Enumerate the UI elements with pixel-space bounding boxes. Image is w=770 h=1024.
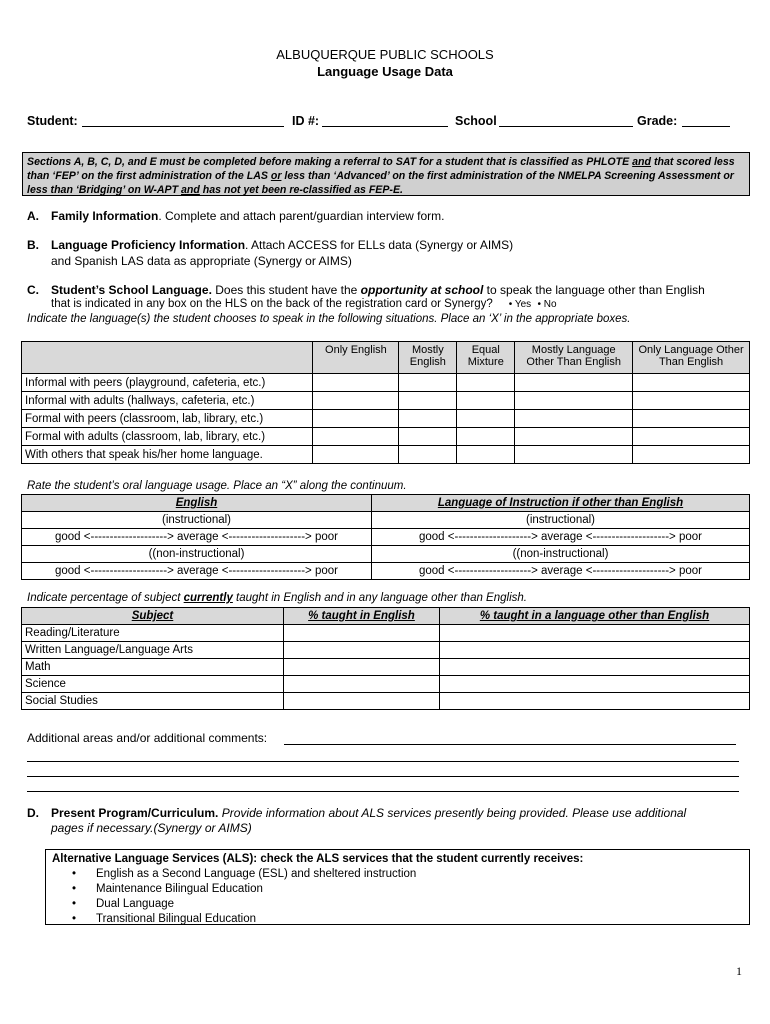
table-row (22, 392, 750, 410)
subject-name: Math (22, 659, 284, 676)
id-field[interactable] (322, 126, 448, 127)
subject-name: Social Studies (22, 693, 284, 710)
table-cell[interactable] (313, 392, 399, 410)
section-d-letter: D. (27, 806, 39, 820)
section-d-text: Provide information about ALS services presently being provided. Please use additional (218, 806, 687, 820)
table-cell[interactable] (399, 446, 457, 464)
no-option[interactable]: • No (537, 299, 557, 310)
notice-text-2: that scored less than ‘FEP’ on the first administration of the LAS (27, 156, 735, 182)
table-row (22, 676, 750, 693)
table-cell[interactable] (284, 659, 440, 676)
comments-line-3[interactable] (27, 776, 739, 777)
table-cell[interactable] (440, 642, 750, 659)
rating-scale[interactable]: good <--------------------> average <--------------------> poor (22, 529, 372, 546)
situation-instruction: Indicate the language(s) the student chooses to speak in the following situations. Place an ‘X’ in the appropriate boxes. (27, 313, 631, 325)
id-label: ID #: (292, 114, 320, 128)
section-a-text: . Complete and attach parent/guardian interview form. (158, 209, 445, 223)
subject-name: Written Language/Language Arts (22, 642, 284, 659)
rating-non-instructional-label: ((non-instructional) (372, 546, 750, 563)
notice-and-1: and (632, 156, 651, 168)
table-cell[interactable] (284, 676, 440, 693)
rating-instruction: Rate the student’s oral language usage. Place an “X” along the continuum. (27, 480, 407, 492)
table-cell[interactable] (633, 374, 750, 392)
situation-header-blank (22, 342, 313, 374)
table-cell[interactable] (284, 625, 440, 642)
table-cell[interactable] (633, 446, 750, 464)
table-cell[interactable] (457, 410, 515, 428)
situation-label: Informal with adults (hallways, cafeteria, etc.) (22, 392, 313, 410)
subject-name: Reading/Literature (22, 625, 284, 642)
table-cell[interactable] (633, 410, 750, 428)
situation-label: Informal with peers (playground, cafeteria, etc.) (22, 374, 313, 392)
student-field[interactable] (82, 126, 284, 127)
school-label: School (455, 114, 497, 128)
section-b (51, 238, 513, 252)
als-title: Alternative Language Services (ALS): check the ALS services that the student currently receives: (52, 853, 584, 865)
section-b-letter: B. (27, 238, 39, 252)
grade-field[interactable] (682, 126, 730, 127)
comments-line-1[interactable] (284, 744, 736, 745)
other-pct-header: % taught in a language other than English (440, 608, 750, 625)
rating-table (21, 494, 750, 580)
rating-header-english: English (22, 495, 372, 512)
rating-scale[interactable]: good <--------------------> average <--------------------> poor (22, 563, 372, 580)
section-a-letter: A. (27, 209, 39, 223)
header-mostly-english: Mostly English (399, 342, 457, 374)
section-c-letter: C. (27, 283, 39, 297)
notice-text-4: has not yet been re-classified as FEP-E. (199, 184, 403, 196)
subject-header: Subject (22, 608, 284, 625)
section-c-emph: opportunity at school (360, 283, 484, 297)
yes-option[interactable]: • Yes (508, 299, 532, 310)
table-cell[interactable] (399, 374, 457, 392)
als-list (52, 867, 743, 927)
page-title: Language Usage Data (317, 64, 453, 79)
notice-box (22, 152, 750, 196)
rating-instructional-label: (instructional) (372, 512, 750, 529)
rating-header-other: Language of Instruction if other than English (372, 495, 750, 512)
subject-instruction (27, 592, 527, 604)
org-name: ALBUQUERQUE PUBLIC SCHOOLS (276, 47, 494, 62)
section-c-line-2 (51, 298, 557, 310)
table-cell[interactable] (515, 446, 633, 464)
table-cell[interactable] (313, 374, 399, 392)
grade-label: Grade: (637, 114, 678, 128)
section-b-text-1: . Attach ACCESS for ELLs data (Synergy or AIMS) (245, 238, 514, 252)
header-mostly-other: Mostly Language Other Than English (515, 342, 633, 374)
table-row (22, 374, 750, 392)
table-row (22, 428, 750, 446)
table-cell[interactable] (440, 676, 750, 693)
table-cell[interactable] (440, 693, 750, 710)
subject-table (21, 607, 750, 710)
table-cell[interactable] (399, 428, 457, 446)
table-cell[interactable] (633, 392, 750, 410)
table-row (22, 642, 750, 659)
als-item-transitional[interactable]: • Transitional Bilingual Education (72, 912, 743, 927)
table-cell[interactable] (457, 392, 515, 410)
subject-instruction-post: taught in English and in any language other than English. (232, 592, 527, 604)
header-equal-mixture: Equal Mixture (457, 342, 515, 374)
subject-name: Science (22, 676, 284, 693)
english-pct-header: % taught in English (284, 608, 440, 625)
header-only-other: Only Language Other Than English (633, 342, 750, 374)
table-row (22, 410, 750, 428)
table-cell[interactable] (515, 428, 633, 446)
section-c-text-1: Does this student have the (211, 283, 361, 297)
rating-instructional-label: (instructional) (22, 512, 372, 529)
section-c-text-2: to speak the language other than English (483, 283, 705, 297)
table-cell[interactable] (633, 428, 750, 446)
school-field[interactable] (499, 126, 633, 127)
table-cell[interactable] (515, 374, 633, 392)
section-c-text-3: that is indicated in any box on the HLS on the back of the registration card or Synergy? (51, 298, 493, 310)
table-cell[interactable] (313, 428, 399, 446)
als-item-esl[interactable]: • English as a Second Language (ESL) and sheltered instruction (72, 867, 743, 882)
subject-instruction-emph: currently (183, 592, 233, 604)
section-a-title: Family Information (51, 209, 159, 223)
section-c (51, 283, 705, 297)
section-b-title: Language Proficiency Information (51, 238, 246, 252)
table-cell[interactable] (313, 446, 399, 464)
table-cell[interactable] (457, 374, 515, 392)
notice-text-1: Sections A, B, C, D, and E must be completed before making a referral to SAT for a student that is classified as PHLOTE (27, 156, 633, 168)
als-item-maintenance[interactable]: • Maintenance Bilingual Education (72, 882, 743, 897)
section-b-text-2: and Spanish LAS data as appropriate (Synergy or AIMS) (51, 254, 352, 268)
table-row (22, 446, 750, 464)
notice-and-2: and (181, 184, 200, 196)
subject-instruction-pre: Indicate percentage of subject (27, 592, 184, 604)
table-cell[interactable] (515, 392, 633, 410)
header-only-english: Only English (313, 342, 399, 374)
section-d (51, 806, 686, 820)
section-c-title: Student’s School Language. (51, 283, 212, 297)
rating-non-instructional-label: ((non-instructional) (22, 546, 372, 563)
table-cell[interactable] (440, 659, 750, 676)
table-cell[interactable] (284, 642, 440, 659)
table-cell[interactable] (313, 410, 399, 428)
comments-line-4[interactable] (27, 791, 739, 792)
rating-scale[interactable]: good <--------------------> average <--------------------> poor (372, 529, 750, 546)
section-a (51, 209, 445, 223)
comments-label: Additional areas and/or additional comments: (27, 731, 268, 745)
comments-line-2[interactable] (27, 761, 739, 762)
als-item-dual[interactable]: • Dual Language (72, 897, 743, 912)
table-cell[interactable] (399, 410, 457, 428)
table-cell[interactable] (399, 392, 457, 410)
table-cell[interactable] (457, 428, 515, 446)
table-cell[interactable] (515, 410, 633, 428)
table-cell[interactable] (457, 446, 515, 464)
section-d-title: Present Program/Curriculum. (51, 806, 219, 820)
situation-label: Formal with peers (classroom, lab, library, etc.) (22, 410, 313, 428)
notice-text-3: less than ‘Advanced’ on the first administration of the NMELPA Screening Assessment or less than ‘Bridging’ on W-APT (27, 170, 734, 196)
table-cell[interactable] (440, 625, 750, 642)
als-box (45, 849, 750, 925)
table-row (22, 659, 750, 676)
situation-table (21, 341, 750, 464)
notice-or: or (270, 170, 282, 182)
situation-label: Formal with adults (classroom, lab, library, etc.) (22, 428, 313, 446)
student-label: Student: (27, 114, 78, 128)
table-cell[interactable] (284, 693, 440, 710)
table-row (22, 625, 750, 642)
situation-label: With others that speak his/her home language. (22, 446, 313, 464)
rating-scale[interactable]: good <--------------------> average <--------------------> poor (372, 563, 750, 580)
table-row (22, 693, 750, 710)
page-number: 1 (736, 964, 742, 978)
section-d-text-2: pages if necessary.(Synergy or AIMS) (51, 821, 252, 835)
